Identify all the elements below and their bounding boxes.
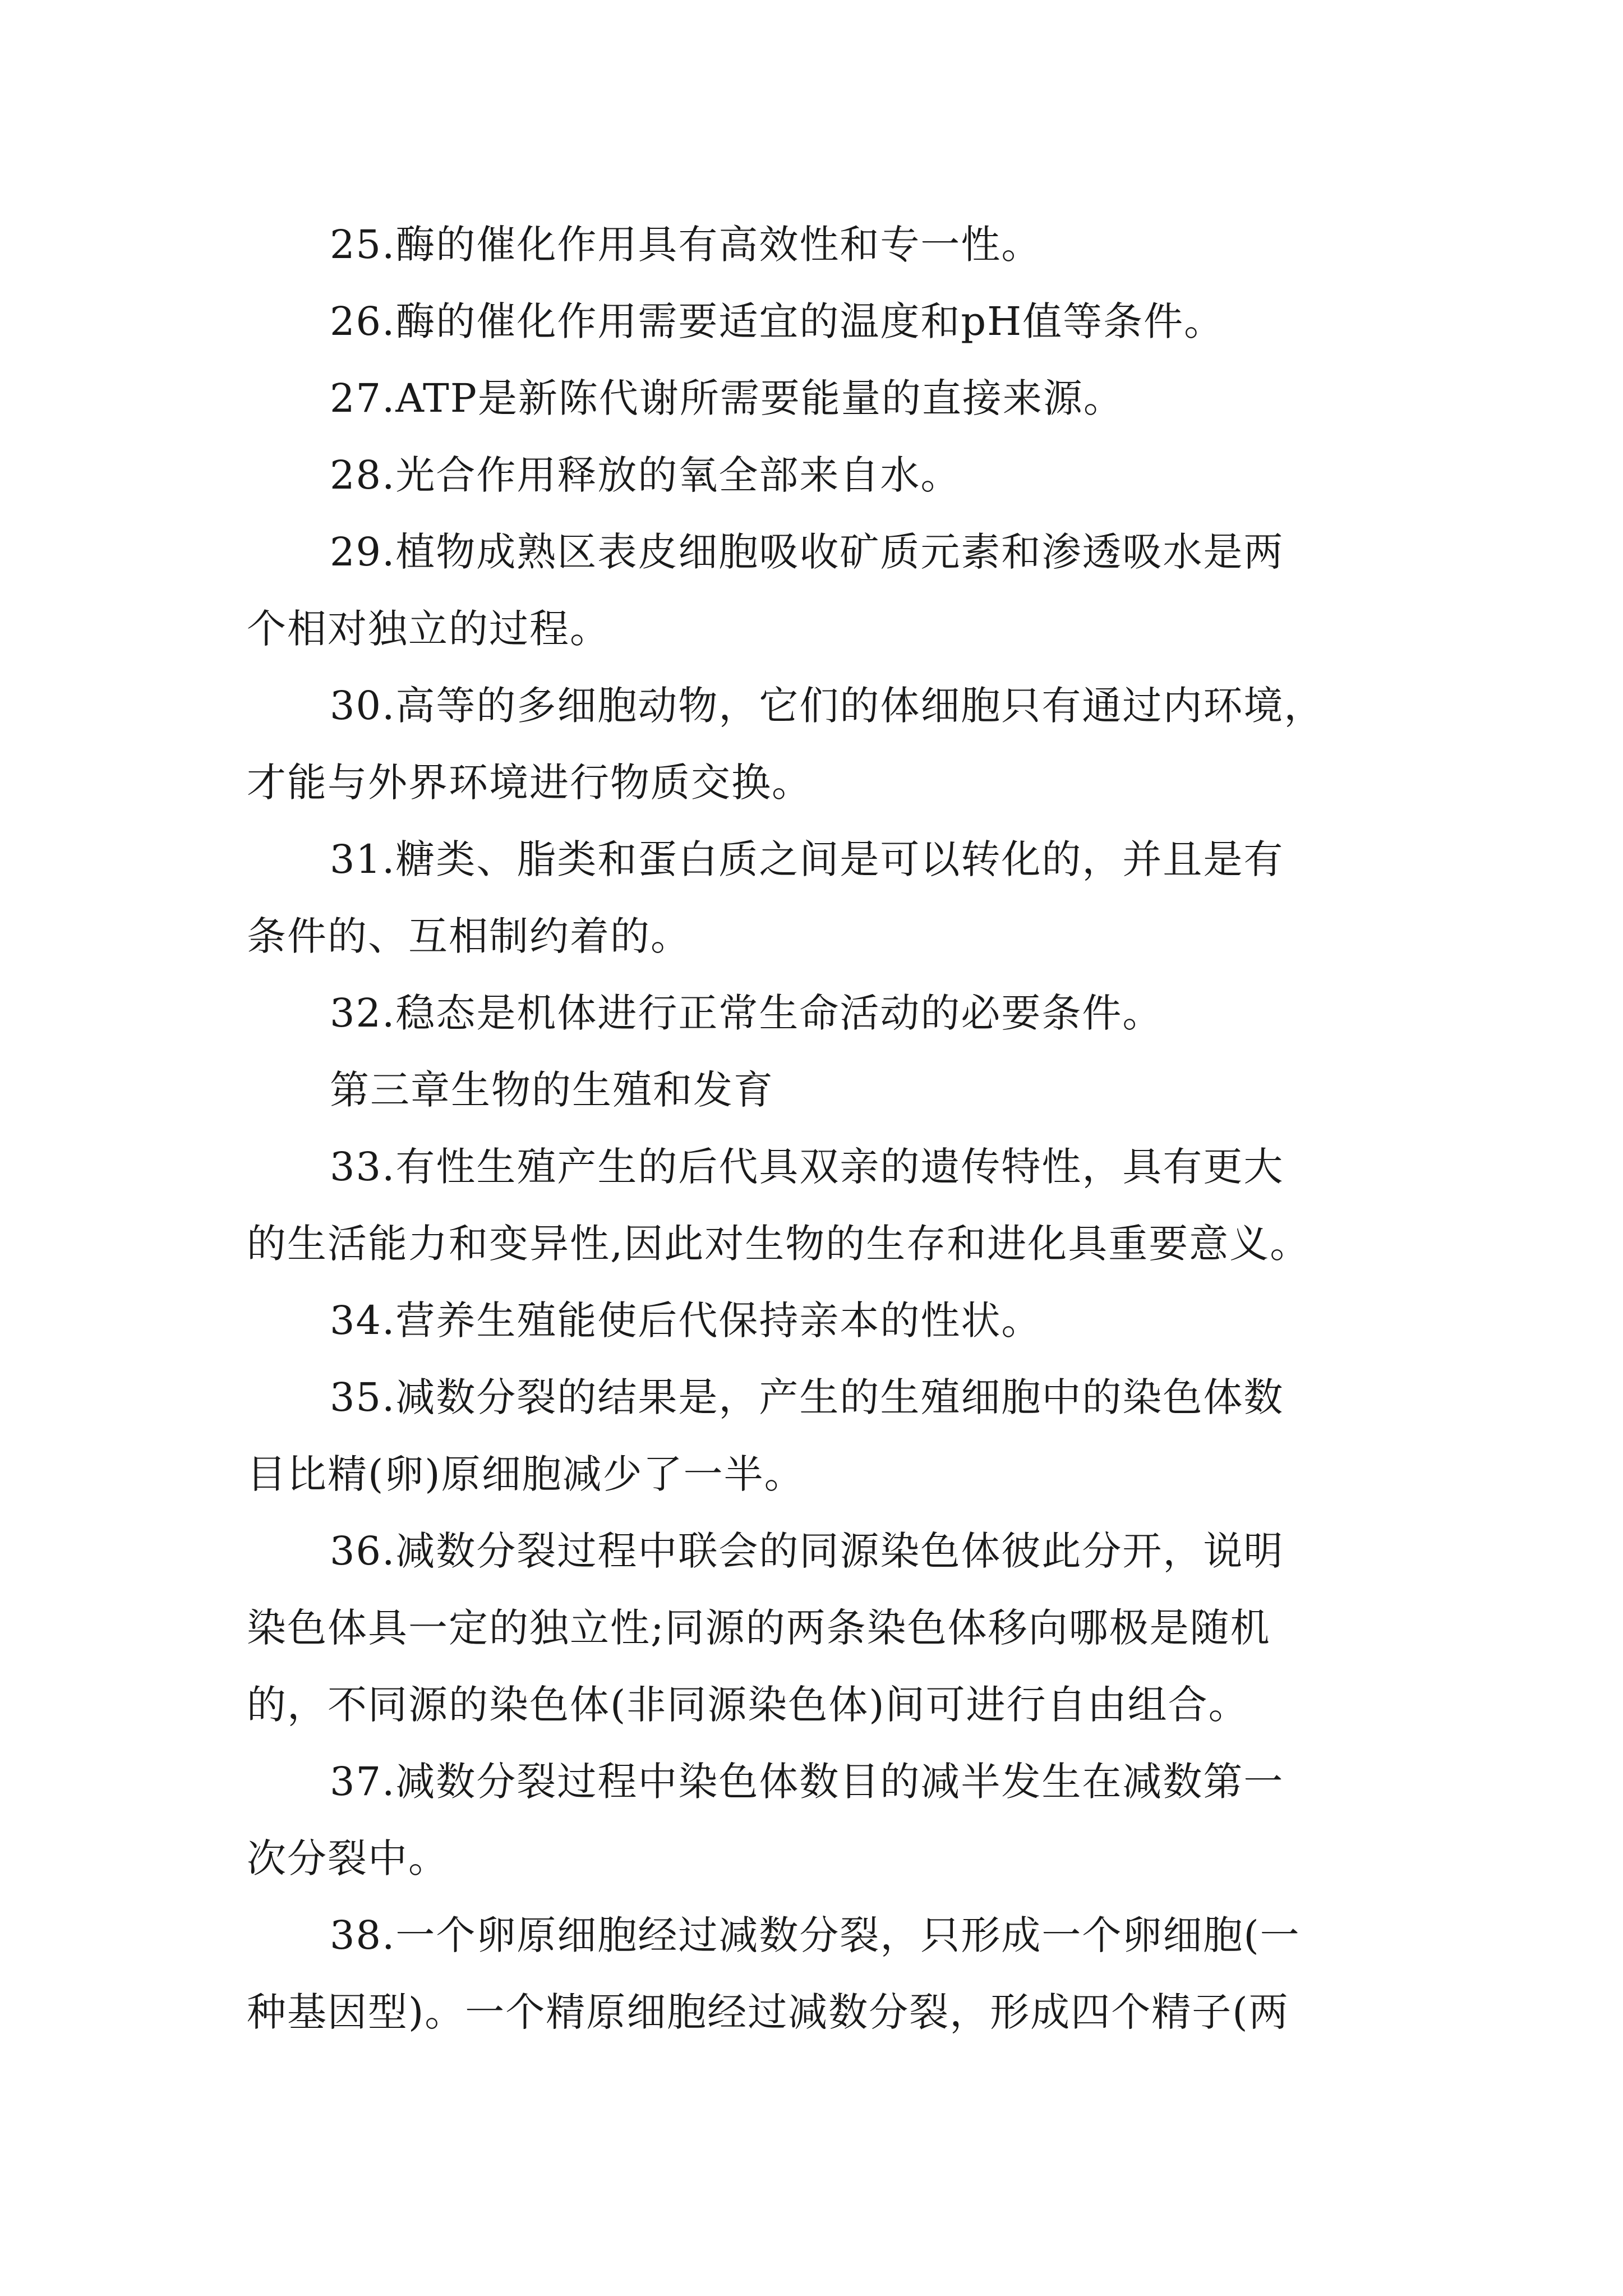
text-line: 次分裂中。 bbox=[247, 1835, 449, 1881]
text-line: 34.营养生殖能使后代保持亲本的性状。 bbox=[330, 1297, 1042, 1343]
text-line: 35.减数分裂的结果是，产生的生殖细胞中的染色体数 bbox=[330, 1374, 1284, 1420]
text-line: 的生活能力和变异性,因此对生物的生存和进化具重要意义。 bbox=[247, 1221, 1311, 1267]
text-line: 25.酶的催化作用具有高效性和专一性。 bbox=[330, 222, 1042, 268]
text-line: 38.一个卵原细胞经过减数分裂，只形成一个卵细胞(一 bbox=[330, 1912, 1301, 1958]
chapter-heading: 第三章生物的生殖和发育 bbox=[330, 1067, 774, 1113]
text-line: 30.高等的多细胞动物，它们的体细胞只有通过内环境， bbox=[330, 683, 1325, 729]
document-body bbox=[247, 206, 1391, 2051]
text-line: 的，不同源的染色体(非同源染色体)间可进行自由组合。 bbox=[247, 1682, 1249, 1728]
text-line: 36.减数分裂过程中联会的同源染色体彼此分开，说明 bbox=[330, 1528, 1284, 1574]
text-line: 才能与外界环境进行物质交换。 bbox=[247, 760, 812, 806]
text-line: 目比精(卵)原细胞减少了一半。 bbox=[247, 1451, 805, 1497]
text-line: 种基因型)。一个精原细胞经过减数分裂，形成四个精子(两 bbox=[247, 1989, 1289, 2035]
text-line: 27.ATP是新陈代谢所需要能量的直接来源。 bbox=[330, 375, 1124, 421]
text-line: 29.植物成熟区表皮细胞吸收矿质元素和渗透吸水是两 bbox=[330, 529, 1284, 575]
text-line: 32.稳态是机体进行正常生命活动的必要条件。 bbox=[330, 990, 1163, 1036]
text-line: 26.酶的催化作用需要适宜的温度和pH值等条件。 bbox=[330, 298, 1225, 344]
text-line: 37.减数分裂过程中染色体数目的减半发生在减数第一 bbox=[330, 1759, 1284, 1805]
text-line: 条件的、互相制约着的。 bbox=[247, 913, 691, 959]
text-line: 31.糖类、脂类和蛋白质之间是可以转化的，并且是有 bbox=[330, 836, 1284, 882]
text-line: 染色体具一定的独立性;同源的两条染色体移向哪极是随机 bbox=[247, 1605, 1271, 1651]
text-line: 28.光合作用释放的氧全部来自水。 bbox=[330, 452, 961, 498]
text-line: 33.有性生殖产生的后代具双亲的遗传特性，具有更大 bbox=[330, 1144, 1284, 1190]
text-line: 个相对独立的过程。 bbox=[247, 606, 610, 652]
